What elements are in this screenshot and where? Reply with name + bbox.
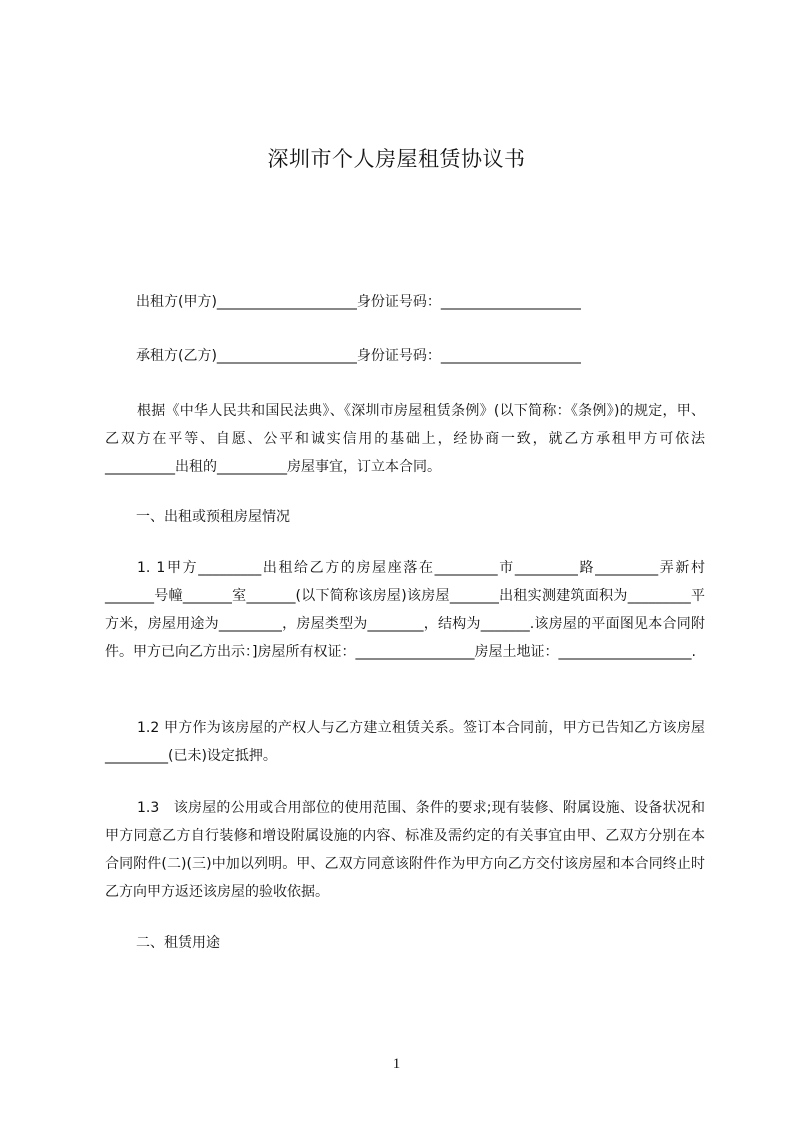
clause-1-2: 1.2 甲方作为该房屋的产权人与乙方建立租赁关系。签订本合同前，甲方已告知乙方该房屋_________(已未)设定抵押。: [105, 720, 705, 764]
lessor-line: 出租方(甲方)____________________身份证号码：____________________: [136, 294, 581, 310]
section-2-heading: 二、租赁用途: [136, 935, 220, 951]
clause-1-1: 1. 1甲方_________出租给乙方的房屋座落在_________市_________路_________弄新村_______号幢_______室_______(以下简称该房屋)该房屋_______出租实测建筑面积为_________平方米，房屋用途为_________，房屋类型为________，结构为_______.该房屋的平面图见本合同附件。甲方已向乙方出示：]房屋所有权证：_________________房屋土地证：___________________.: [105, 560, 705, 660]
preamble-paragraph: 根据《中华人民共和国民法典》、《深圳市房屋租赁条例》(以下简称：《条例》)的规定，甲、乙双方在平等、自愿、公平和诚实信用的基础上，经协商一致，就乙方承租甲方可依法__________出租的__________房屋事宜，订立本合同。: [105, 403, 705, 475]
document-title: 深圳市个人房屋租赁协议书: [267, 147, 526, 171]
page-number: 1: [392, 1056, 401, 1072]
lessee-line: 承租方(乙方)____________________身份证号码：____________________: [136, 348, 581, 364]
section-1-heading: 一、出租或预租房屋情况: [136, 509, 290, 525]
clause-1-3: 1.3 该房屋的公用或合用部位的使用范围、条件的要求;现有装修、附属设施、设备状况和甲方同意乙方自行装修和增设附属设施的内容、标准及需约定的有关事宜由甲、乙双方分别在本合同附件(二)(三)中加以列明。甲、乙双方同意该附件作为甲方向乙方交付该房屋和本合同终止时乙方向甲方返还该房屋的验收依据。: [105, 800, 705, 900]
